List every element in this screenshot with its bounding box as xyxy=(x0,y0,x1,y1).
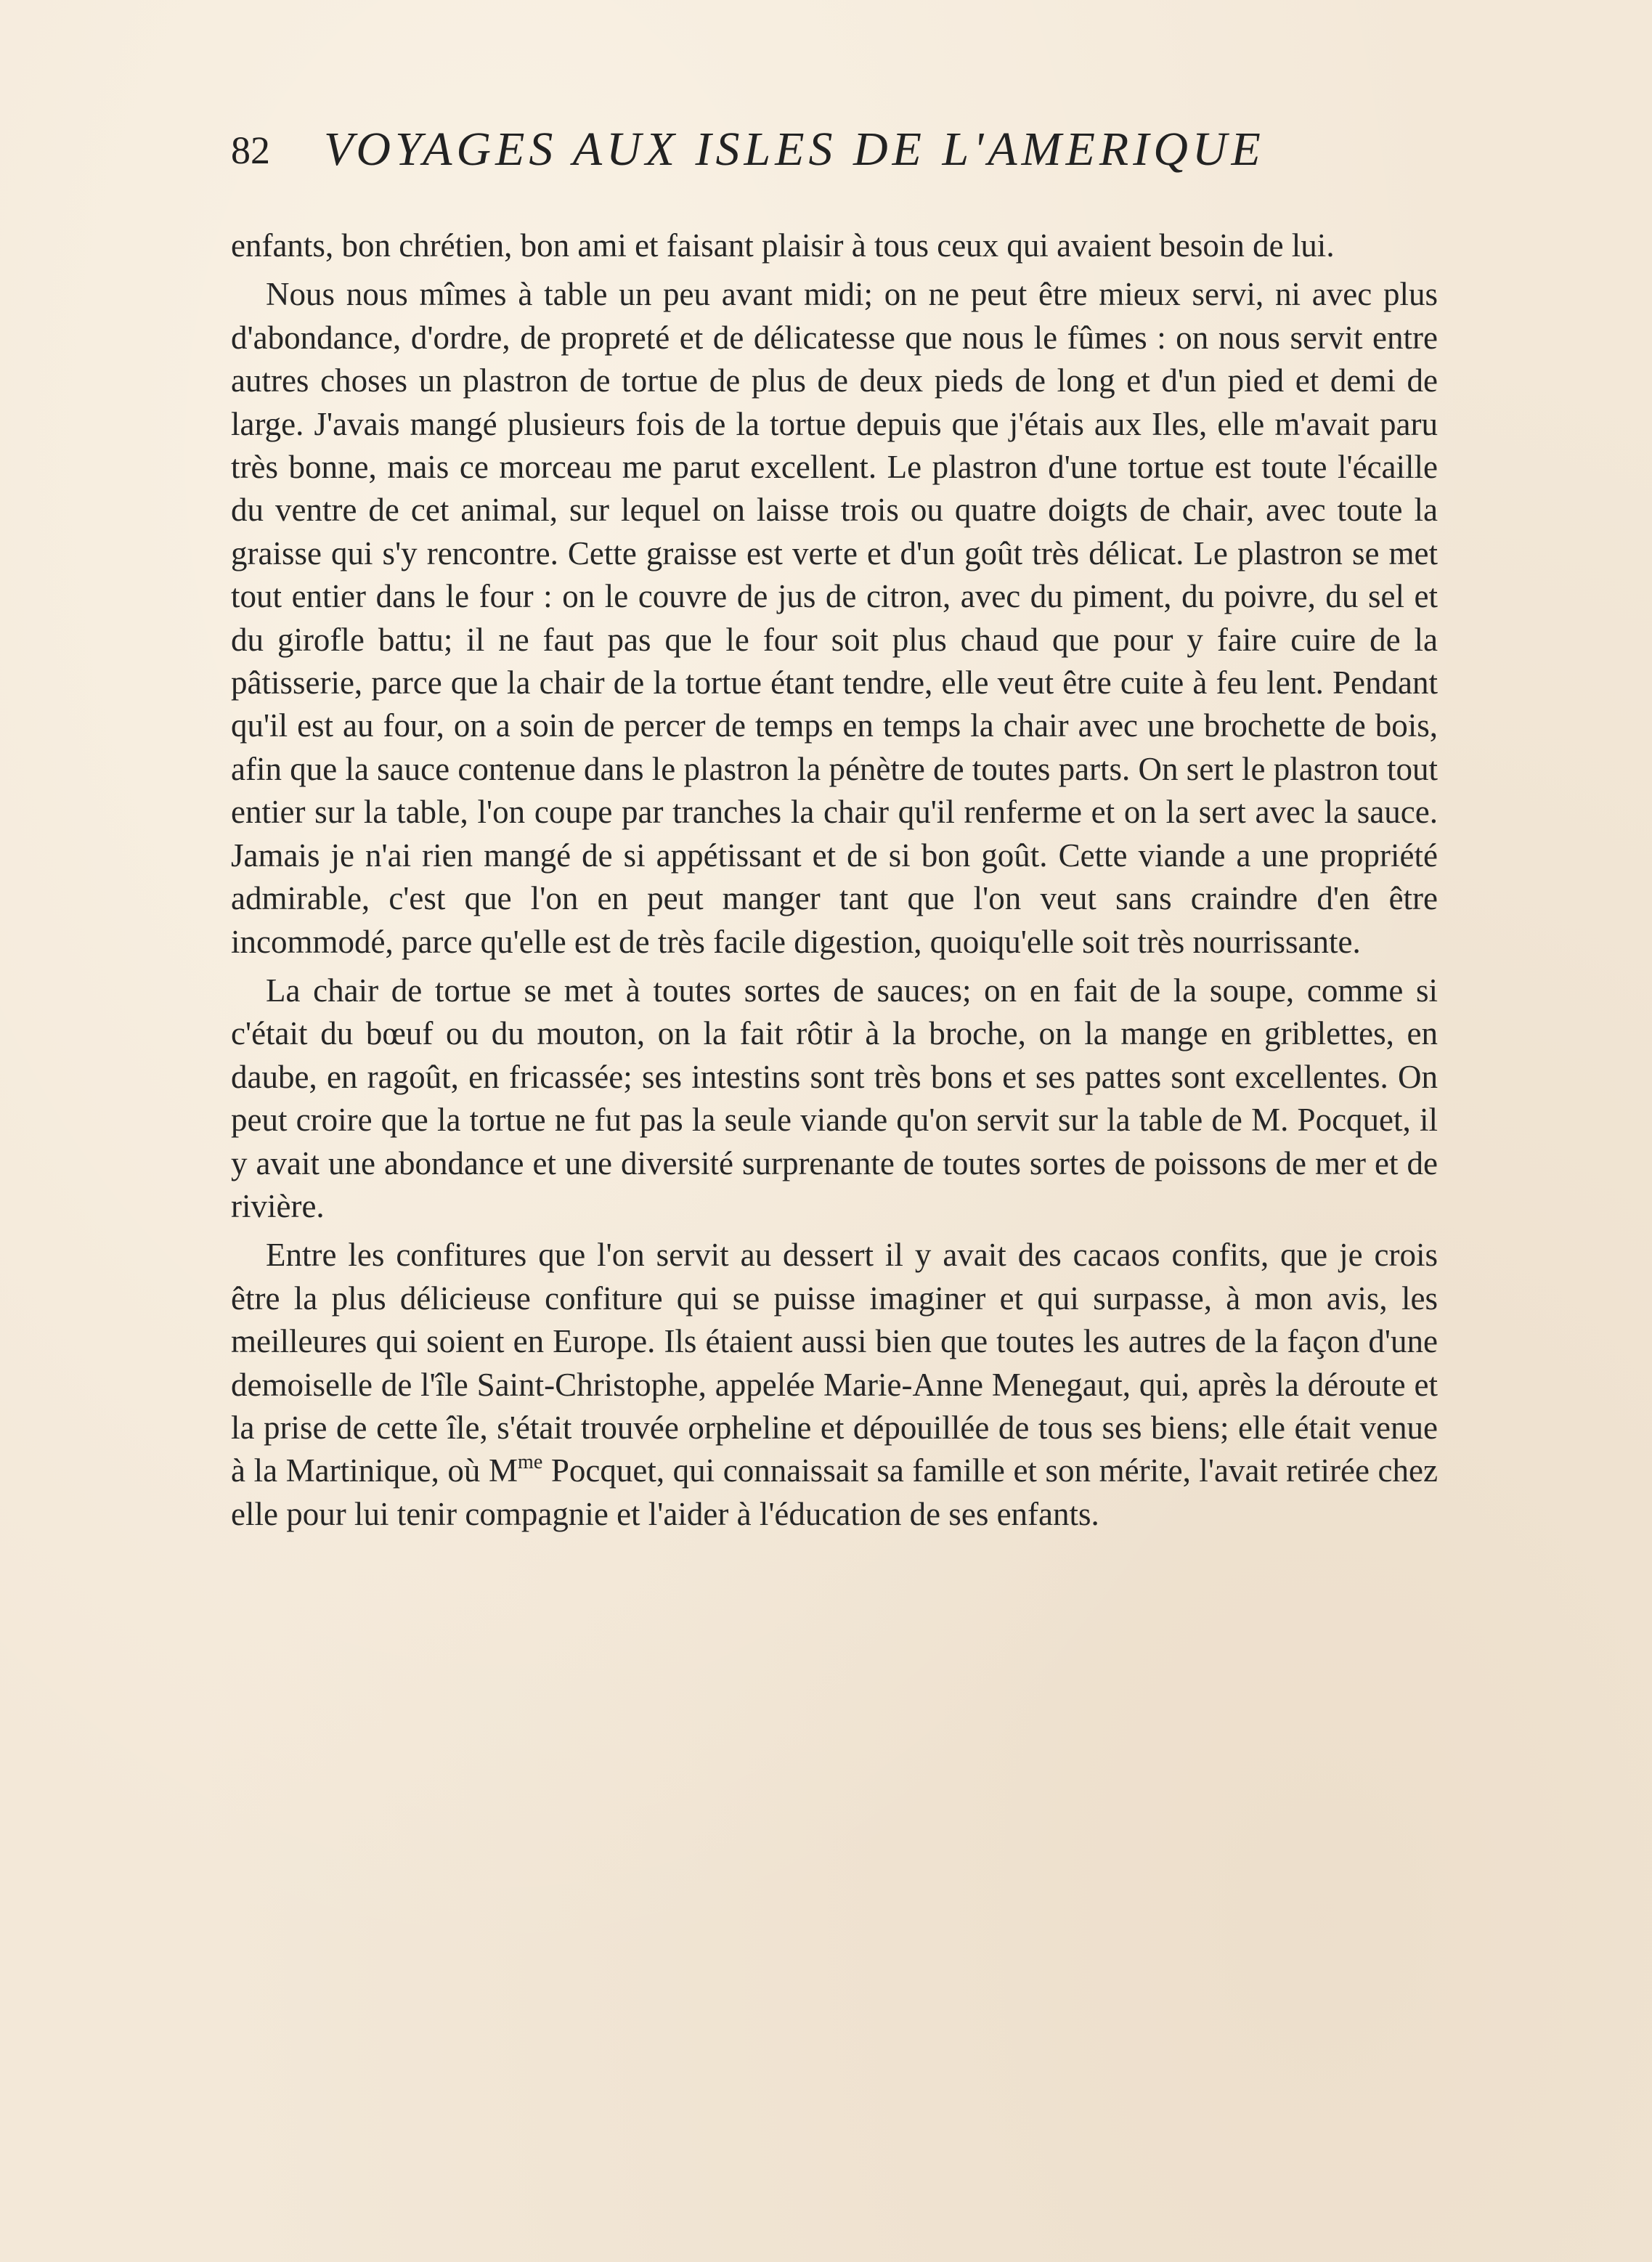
page-header xyxy=(231,122,1436,187)
paragraph-confitures xyxy=(231,1234,1438,1536)
paragraph-continuation: enfants, bon chrétien, bon ami et faisant plaisir à tous ceux qui avaient besoin de lui. xyxy=(231,227,1335,264)
page-number: 82 xyxy=(231,129,270,172)
body-text xyxy=(231,224,1438,1536)
madame-superscript: me xyxy=(518,1451,543,1474)
paragraph-turtle-meal: Nous nous mîmes à table un peu avant midi; on ne peut être mieux servi, ni avec plus d'abondance, d'ordre, de propreté et de délicatesse que nous le fûmes : on nous servit entre autres choses un plastron de tortue de plus de deux pieds de long et d'un pied et demi de large. J'avais mangé plusieurs fois de la tortue depuis que j'étais aux Iles, elle m'avait paru très bonne, mais ce morceau me parut excellent. Le plastron d'une tortue est toute l'écaille du ventre de cet animal, sur lequel on laisse trois ou quatre doigts de chair, avec toute la graisse qui s'y rencontre. Cette graisse est verte et d'un goût très délicat. Le plastron se met tout entier dans le four : on le couvre de jus de citron, avec du piment, du poivre, du sel et du girofle battu; il ne faut pas que le four soit plus chaud que pour y faire cuire de la pâtisserie, parce que la chair de la tortue étant tendre, elle veut être cuite à feu lent. Pendant qu'il est au four, on a soin de percer de temps en temps la chair avec une brochette de bois, afin que la sauce contenue dans le plastron la pénètre de toutes parts. On sert le plastron tout entier sur la table, l'on coupe par tranches la chair qu'il renferme et on la sert avec la sauce. Jamais je n'ai rien mangé de si appétissant et de si bon goût. Cette viande a une propriété admirable, c'est que l'on en peut manger tant que l'on veut sans craindre d'en être incommodé, parce qu'elle est de très facile digestion, quoiqu'elle soit très nourrissante. xyxy=(231,276,1438,960)
paragraph-turtle-sauces: La chair de tortue se met à toutes sortes de sauces; on en fait de la soupe, comme si c'était du bœuf ou du mouton, on la fait rôtir à la broche, on la mange en griblettes, en daube, en ragoût, en fricassée; ses intestins sont très bons et ses pattes sont excellentes. On peut croire que la tortue ne fut pas la seule viande qu'on servit sur la table de M. Pocquet, il y avait une abondance et une diversité surprenante de toutes sortes de poissons de mer et de rivière. xyxy=(231,972,1438,1224)
running-title: VOYAGES AUX ISLES DE L'AMERIQUE xyxy=(324,123,1265,176)
paragraph-confitures-part-1: Entre les confitures que l'on servit au dessert il y avait des cacaos confits, que je crois être la plus délicieuse confiture qui se puisse imaginer et qui surpasse, à mon avis, les meilleures qui soient en Europe. Ils étaient aussi bien que toutes les autres de la façon d'une demoiselle de l'île Saint-Christophe, appelée Marie-Anne Menegaut, qui, après la déroute et la prise de cette île, s'était trouvée orpheline et dépouillée de tous ses biens; elle était venue à la Martinique, où M xyxy=(231,1237,1438,1489)
paragraph-confitures-part-2: Pocquet, qui connaissait sa famille et son mérite, l'avait retirée chez elle pour lui tenir compagnie et l'aider à l'éducation de ses enfants. xyxy=(231,1452,1438,1532)
